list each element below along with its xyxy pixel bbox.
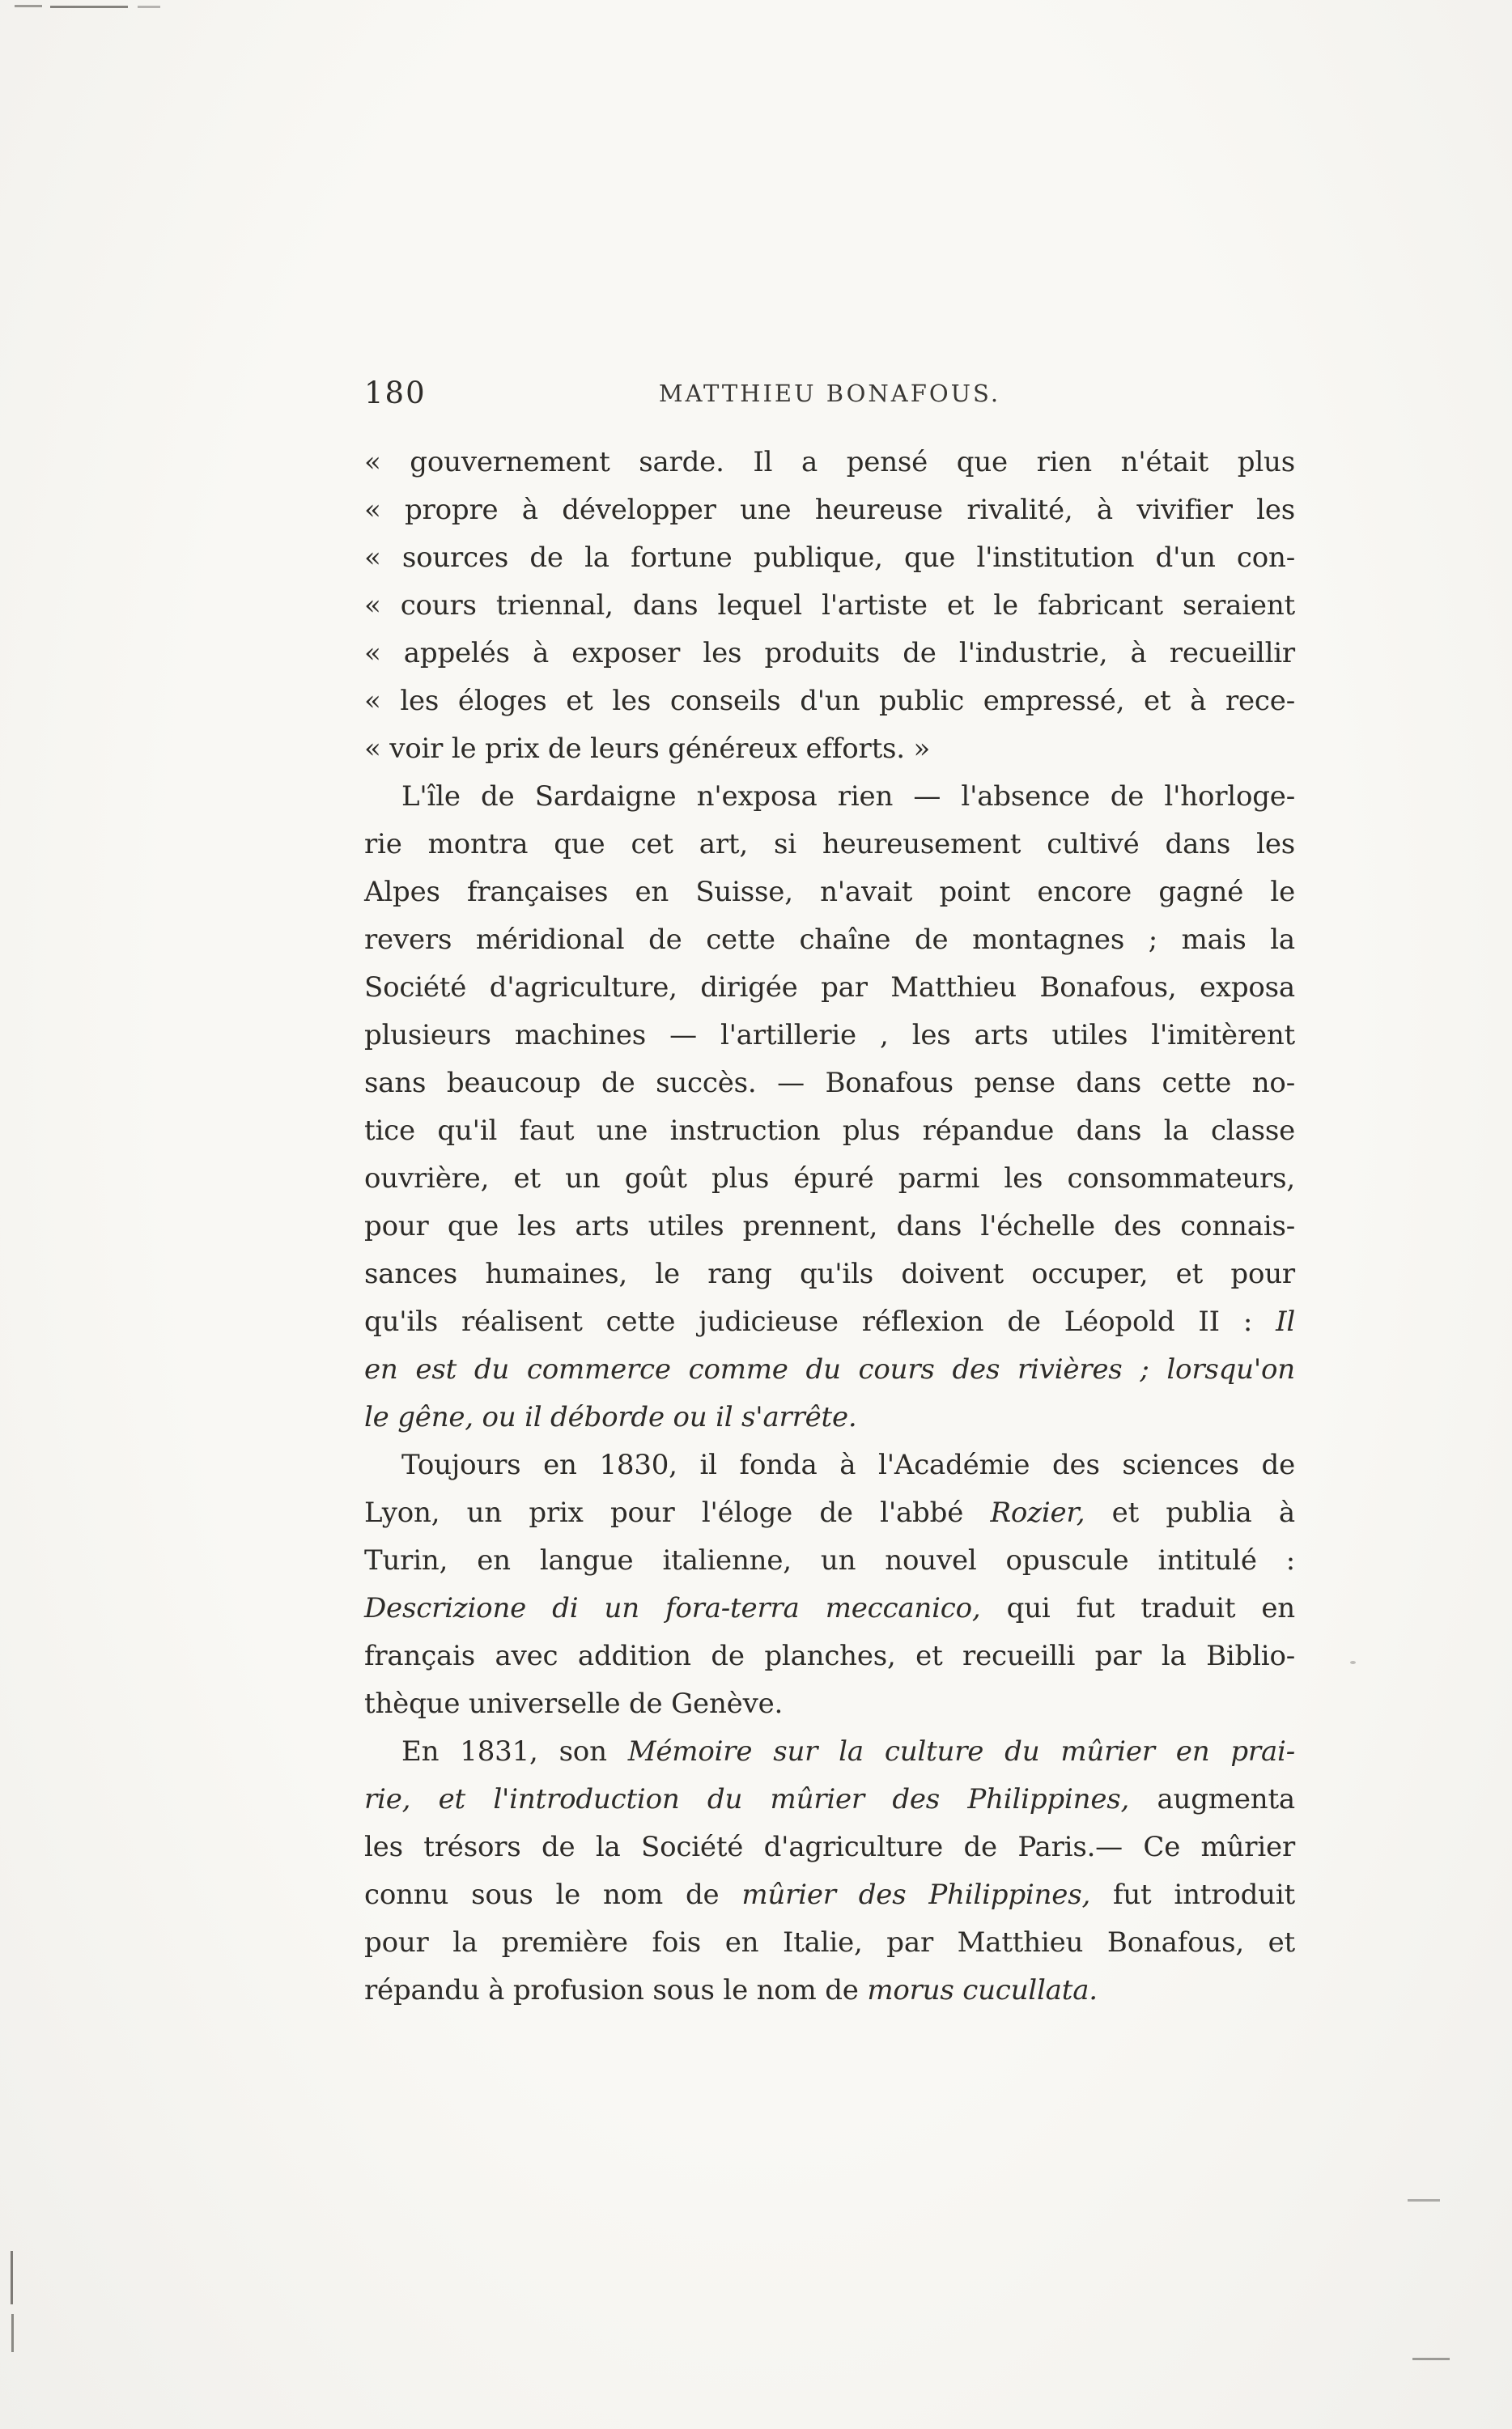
text-line bbox=[364, 630, 1295, 677]
italic-text-segment: morus cucullata. bbox=[867, 1974, 1098, 2006]
scan-artifact-top-left-line bbox=[50, 6, 128, 8]
italic-text-segment: Mémoire sur la culture du mûrier en prai- bbox=[627, 1735, 1295, 1768]
text-line bbox=[364, 1203, 1295, 1251]
scan-artifact-top-left-dash bbox=[15, 5, 42, 7]
text-segment: les trésors de la Société d'agriculture de Paris.— Ce mûrier bbox=[364, 1831, 1295, 1863]
text-segment: Lyon, un prix pour l'éloge de l'abbé bbox=[364, 1497, 991, 1529]
text-line bbox=[364, 1346, 1295, 1394]
text-line bbox=[364, 1967, 1295, 2015]
scan-artifact-right-margin-speck bbox=[1350, 1661, 1356, 1664]
text-segment: En 1831, son bbox=[401, 1735, 628, 1768]
text-line bbox=[364, 439, 1295, 486]
text-segment: « cours triennal, dans lequel l'artiste et le fabricant seraient bbox=[364, 589, 1295, 622]
text-segment: « appelés à exposer les produits de l'industrie, à recueillir bbox=[364, 637, 1295, 669]
scan-artifact-left-margin-stroke bbox=[11, 2314, 14, 2352]
text-segment: « voir le prix de leurs généreux efforts. » bbox=[364, 733, 931, 765]
text-line bbox=[364, 1585, 1295, 1633]
text-line bbox=[364, 534, 1295, 582]
italic-text-segment: rie, et l'introduction du mûrier des Philippines, bbox=[364, 1783, 1130, 1815]
text-segment: Turin, en langue italienne, un nouvel opuscule intitulé : bbox=[364, 1544, 1295, 1577]
text-line bbox=[364, 868, 1295, 916]
italic-text-segment: le gêne, ou il déborde ou il s'arrête. bbox=[364, 1401, 857, 1433]
text-segment: plusieurs machines — l'artillerie , les arts utiles l'imitèrent bbox=[364, 1019, 1295, 1051]
text-line bbox=[364, 1012, 1295, 1060]
text-line bbox=[364, 1680, 1295, 1728]
text-segment: ouvrière, et un goût plus épuré parmi les consommateurs, bbox=[364, 1162, 1295, 1195]
text-segment: tice qu'il faut une instruction plus répandue dans la classe bbox=[364, 1115, 1295, 1147]
page-header bbox=[364, 372, 1295, 414]
text-line bbox=[364, 1776, 1295, 1824]
text-segment: revers méridional de cette chaîne de montagnes ; mais la bbox=[364, 924, 1295, 956]
italic-text-segment: mûrier des Philippines, bbox=[741, 1879, 1091, 1911]
italic-text-segment: Il bbox=[1276, 1306, 1295, 1338]
text-line bbox=[364, 964, 1295, 1012]
text-line bbox=[364, 725, 1295, 773]
text-line bbox=[364, 486, 1295, 534]
text-line bbox=[364, 1537, 1295, 1585]
page-number: 180 bbox=[364, 376, 427, 410]
text-line bbox=[364, 1489, 1295, 1537]
running-title: MATTHIEU BONAFOUS. bbox=[658, 380, 1001, 407]
text-segment: répandu à profusion sous le nom de bbox=[364, 1974, 868, 2006]
text-line bbox=[364, 1824, 1295, 1871]
text-line bbox=[364, 1871, 1295, 1919]
text-block bbox=[364, 439, 1295, 2015]
text-segment: pour que les arts utiles prennent, dans l'échelle des connais- bbox=[364, 1210, 1295, 1242]
scan-artifact-top-left-dash bbox=[138, 6, 160, 8]
text-segment: « gouvernement sarde. Il a pensé que rien n'était plus bbox=[364, 446, 1295, 478]
text-line bbox=[364, 1919, 1295, 1967]
text-segment: connu sous le nom de bbox=[364, 1879, 742, 1911]
text-line bbox=[364, 1060, 1295, 1107]
text-segment: « les éloges et les conseils d'un public empressé, et à rece- bbox=[364, 685, 1295, 717]
text-segment: qui fut traduit en bbox=[980, 1592, 1295, 1624]
italic-text-segment: Rozier, bbox=[990, 1497, 1085, 1529]
text-segment: Alpes françaises en Suisse, n'avait point encore gagné le bbox=[364, 876, 1295, 908]
text-line bbox=[364, 1155, 1295, 1203]
text-line bbox=[364, 773, 1295, 821]
text-segment: L'île de Sardaigne n'exposa rien — l'absence de l'horloge- bbox=[401, 780, 1295, 813]
text-line bbox=[364, 582, 1295, 630]
text-segment: français avec addition de planches, et recueilli par la Biblio- bbox=[364, 1640, 1295, 1672]
text-segment: et publia à bbox=[1085, 1497, 1295, 1529]
text-segment: rie montra que cet art, si heureusement cultivé dans les bbox=[364, 828, 1295, 860]
text-segment: augmenta bbox=[1129, 1783, 1295, 1815]
text-segment: « sources de la fortune publique, que l'institution d'un con- bbox=[364, 541, 1295, 574]
text-segment: sans beaucoup de succès. — Bonafous pense dans cette no- bbox=[364, 1067, 1295, 1099]
text-segment: Toujours en 1830, il fonda à l'Académie des sciences de bbox=[401, 1449, 1295, 1481]
text-segment: thèque universelle de Genève. bbox=[364, 1688, 784, 1720]
text-line bbox=[364, 1298, 1295, 1346]
scan-artifact-bottom-right-dash bbox=[1412, 2358, 1450, 2360]
text-line bbox=[364, 1251, 1295, 1298]
text-line bbox=[364, 821, 1295, 868]
text-segment: qu'ils réalisent cette judicieuse réflexion de Léopold II : bbox=[364, 1306, 1276, 1338]
text-segment: « propre à développer une heureuse rivalité, à vivifier les bbox=[364, 494, 1295, 526]
text-line bbox=[364, 1728, 1295, 1776]
text-line bbox=[364, 916, 1295, 964]
text-segment: pour la première fois en Italie, par Matthieu Bonafous, et bbox=[364, 1926, 1295, 1959]
scan-artifact-bottom-right-dash bbox=[1408, 2199, 1440, 2202]
italic-text-segment: en est du commerce comme du cours des rivières ; lorsqu'on bbox=[364, 1353, 1295, 1386]
text-line bbox=[364, 1442, 1295, 1489]
scan-artifact-left-margin-stroke bbox=[11, 2251, 13, 2304]
text-line bbox=[364, 1633, 1295, 1680]
text-segment: sances humaines, le rang qu'ils doivent occuper, et pour bbox=[364, 1258, 1295, 1290]
text-segment: fut introduit bbox=[1090, 1879, 1295, 1911]
italic-text-segment: Descrizione di un fora-terra meccanico, bbox=[364, 1592, 981, 1624]
text-line bbox=[364, 1394, 1295, 1442]
text-line bbox=[364, 1107, 1295, 1155]
text-segment: Société d'agriculture, dirigée par Matthieu Bonafous, exposa bbox=[364, 971, 1295, 1004]
text-line bbox=[364, 677, 1295, 725]
